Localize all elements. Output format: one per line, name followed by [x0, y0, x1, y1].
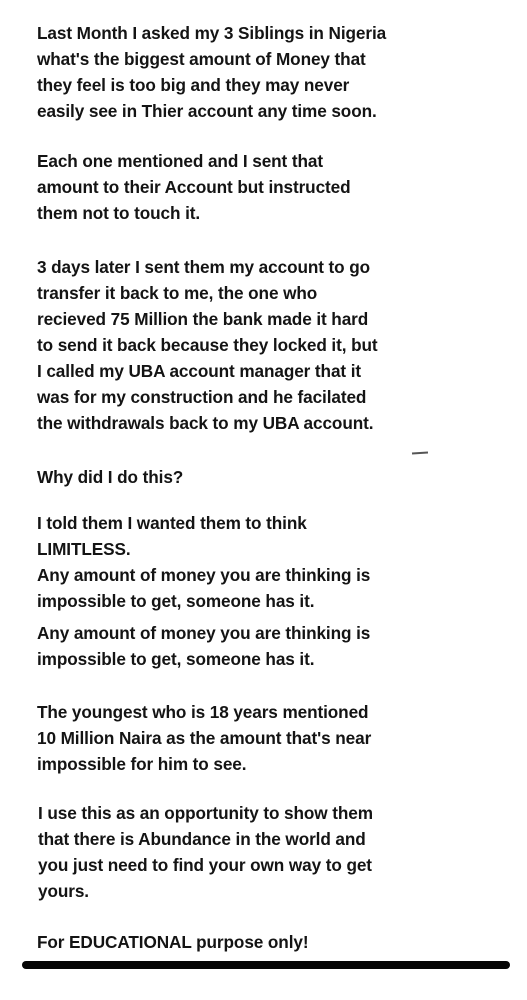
- text-line: they feel is too big and they may never: [37, 75, 350, 95]
- text-line: 10 Million Naira as the amount that's near: [37, 728, 372, 748]
- text-line: Last Month I asked my 3 Siblings in Nigeria: [37, 23, 387, 43]
- text-line: impossible for him to see.: [37, 754, 247, 774]
- text-line: that there is Abundance in the world and: [38, 829, 366, 849]
- bottom-divider-bar: [22, 961, 510, 969]
- text-line: yours.: [38, 881, 89, 901]
- text-line: was for my construction and he facilated: [37, 387, 367, 407]
- text-line: LIMITLESS.: [37, 539, 131, 559]
- text-line: Any amount of money you are thinking is: [37, 565, 371, 585]
- text-line: to send it back because they locked it, but: [37, 335, 378, 355]
- text-line: transfer it back to me, the one who: [37, 283, 318, 303]
- text-line: For EDUCATIONAL purpose only!: [37, 932, 309, 952]
- paragraph-disclaimer: [37, 929, 308, 955]
- text-line: impossible to get, someone has it.: [37, 649, 315, 669]
- text-line: I use this as an opportunity to show them: [38, 803, 373, 823]
- text-line: easily see in Thier account any time soon.: [37, 101, 377, 121]
- paragraph-limitless: [37, 510, 370, 614]
- text-line: you just need to find your own way to get: [38, 855, 372, 875]
- text-line: impossible to get, someone has it.: [37, 591, 315, 611]
- text-line: amount to their Account but instructed: [37, 177, 351, 197]
- text-line: them not to touch it.: [37, 203, 201, 223]
- text-line: I called my UBA account manager that it: [37, 361, 362, 381]
- paragraph-youngest: [37, 699, 371, 777]
- paragraph-abundance: [38, 800, 373, 904]
- paragraph-sent-amount: [37, 148, 351, 226]
- text-line: Why did I do this?: [37, 467, 184, 487]
- paragraph-why-question: [37, 464, 183, 490]
- text-line: 3 days later I sent them my account to go: [37, 257, 371, 277]
- text-line: I told them I wanted them to think: [37, 513, 307, 533]
- paragraph-repeated-statement: [37, 620, 370, 672]
- paragraph-transfer-back: [37, 254, 378, 436]
- text-line: The youngest who is 18 years mentioned: [37, 702, 369, 722]
- text-line: recieved 75 Million the bank made it hard: [37, 309, 369, 329]
- text-line: what's the biggest amount of Money that: [37, 49, 366, 69]
- paragraph-siblings-question: [37, 20, 386, 124]
- text-line: the withdrawals back to my UBA account.: [37, 413, 374, 433]
- text-line: Any amount of money you are thinking is: [37, 623, 371, 643]
- stray-dash-mark: [412, 451, 428, 454]
- text-line: Each one mentioned and I sent that: [37, 151, 323, 171]
